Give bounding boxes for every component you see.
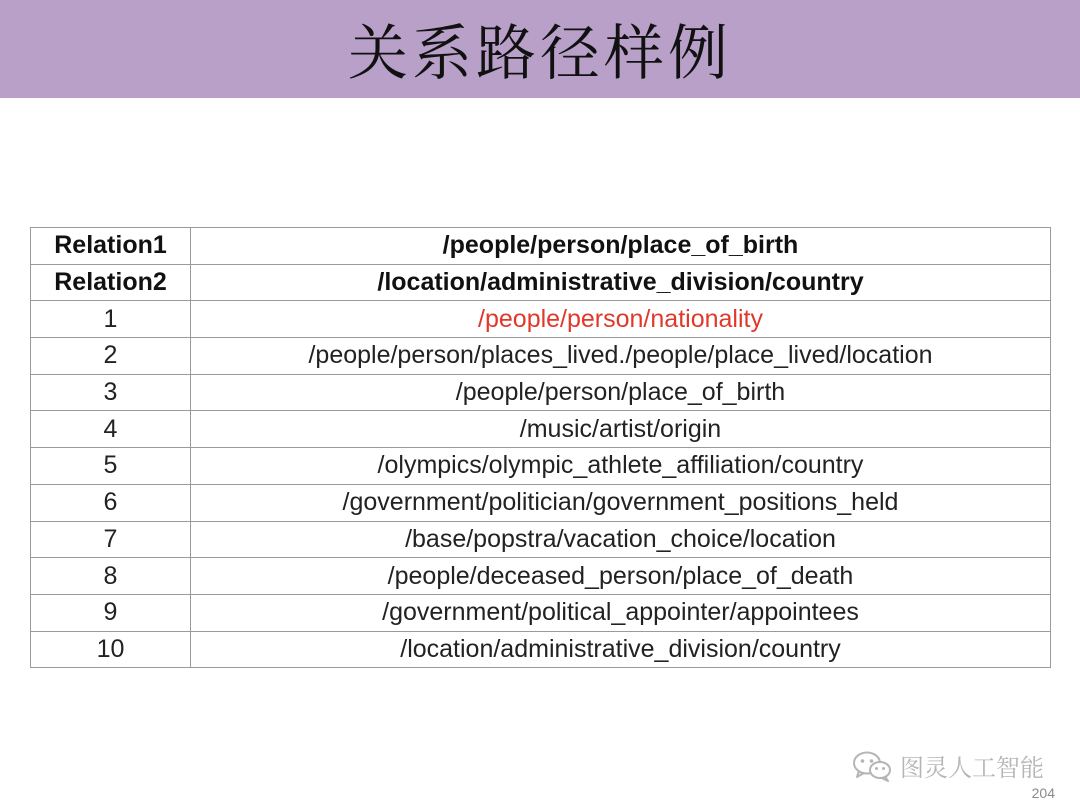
row-path-cell: /government/politician/government_positions_held [191, 484, 1051, 521]
table-row [31, 448, 1051, 485]
row-number-cell: 5 [31, 448, 191, 485]
row-path-cell: /olympics/olympic_athlete_affiliation/country [191, 448, 1051, 485]
watermark-text: 图灵人工智能 [900, 754, 1044, 782]
table-row [31, 374, 1051, 411]
row-path-cell: /people/person/places_lived./people/place_lived/location [191, 338, 1051, 375]
row-number-cell: 2 [31, 338, 191, 375]
table-row [31, 521, 1051, 558]
row-number-cell: 3 [31, 374, 191, 411]
relation-path-cell: /location/administrative_division/country [191, 264, 1051, 301]
row-path-cell: /people/person/place_of_birth [191, 374, 1051, 411]
wechat-icon [852, 750, 892, 782]
table-header-row [31, 228, 1051, 265]
relation-path-table [30, 227, 1051, 668]
relation-label-cell: Relation2 [31, 264, 191, 301]
row-number-cell: 4 [31, 411, 191, 448]
row-number-cell: 1 [31, 301, 191, 338]
page-number: 204 [1031, 785, 1055, 801]
relation-label-cell: Relation1 [31, 228, 191, 265]
row-number-cell: 6 [31, 484, 191, 521]
table-row [31, 301, 1051, 338]
row-number-cell: 7 [31, 521, 191, 558]
table-row [31, 594, 1051, 631]
row-path-cell: /location/administrative_division/country [191, 631, 1051, 668]
row-path-cell: /people/person/nationality [191, 301, 1051, 338]
table-row [31, 631, 1051, 668]
table-row [31, 411, 1051, 448]
table-header-row [31, 264, 1051, 301]
row-path-cell: /music/artist/origin [191, 411, 1051, 448]
row-number-cell: 9 [31, 594, 191, 631]
relation-path-cell: /people/person/place_of_birth [191, 228, 1051, 265]
slide-title: 关系路径样例 [348, 19, 732, 89]
row-number-cell: 8 [31, 558, 191, 595]
row-number-cell: 10 [31, 631, 191, 668]
table-row [31, 558, 1051, 595]
watermark [852, 748, 1044, 783]
row-path-cell: /base/popstra/vacation_choice/location [191, 521, 1051, 558]
title-bar [0, 0, 1080, 98]
table-row [31, 484, 1051, 521]
row-path-cell: /people/deceased_person/place_of_death [191, 558, 1051, 595]
table-row [31, 338, 1051, 375]
row-path-cell: /government/political_appointer/appointees [191, 594, 1051, 631]
